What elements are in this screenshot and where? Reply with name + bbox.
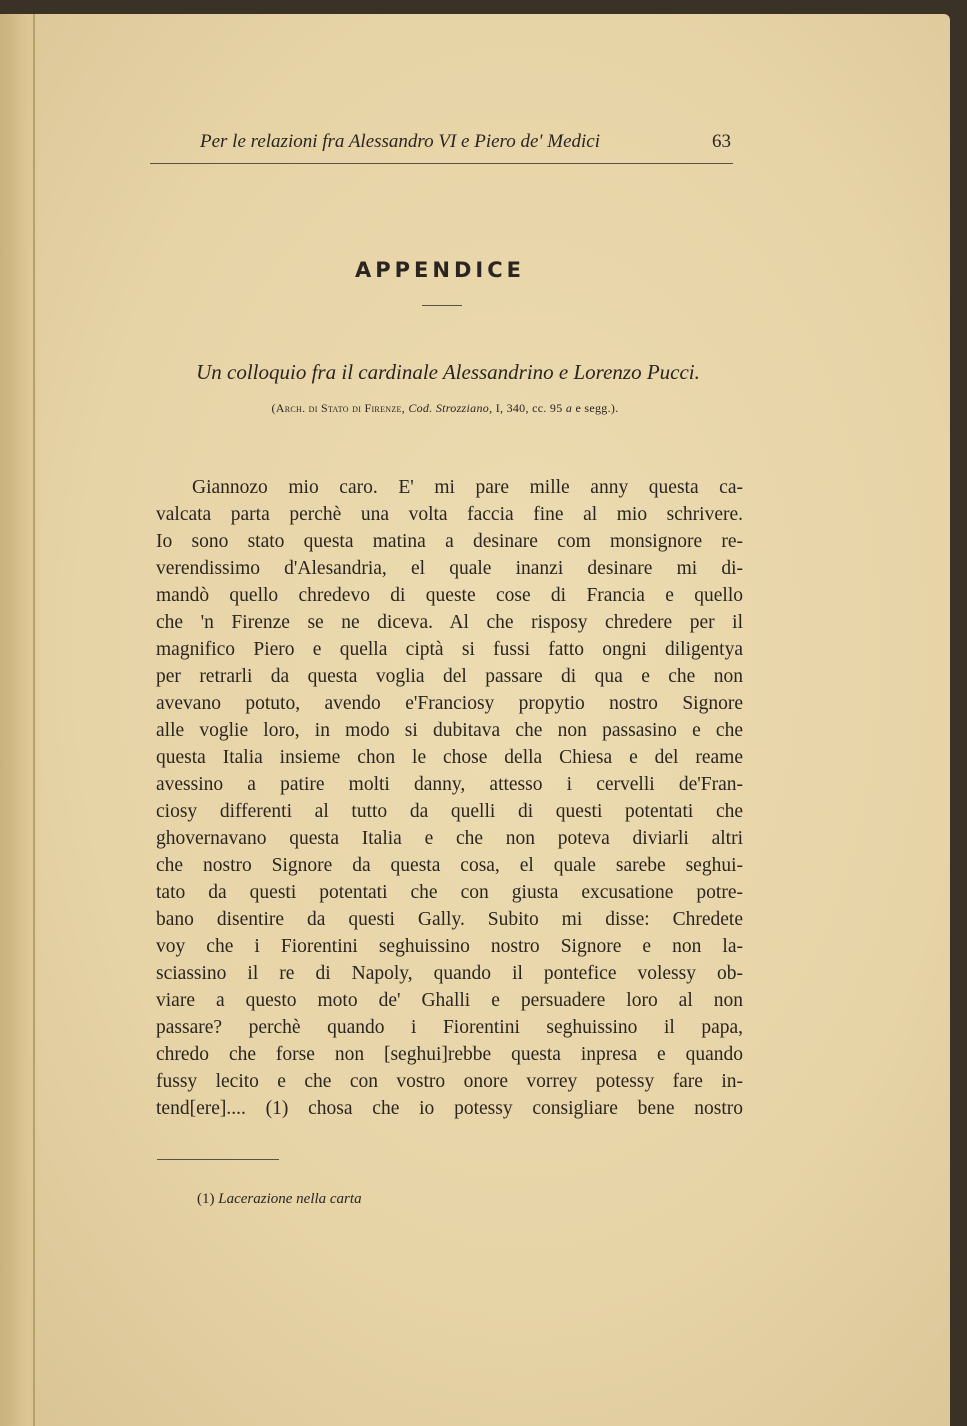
text-line: per retrarli da questa voglia del passare di qua e che non bbox=[156, 666, 743, 687]
document-subtitle: Un colloquio fra il cardinale Alessandrino e Lorenzo Pucci. bbox=[196, 360, 700, 384]
text-line: valcata parta perchè una volta faccia fine al mio schrivere. bbox=[156, 504, 743, 525]
page-number: 63 bbox=[712, 131, 731, 152]
section-title: APPENDICE bbox=[355, 258, 525, 282]
text-line: bano disentire da questi Gally. Subito mi disse: Chredete bbox=[156, 909, 743, 930]
source-folio: a bbox=[565, 401, 573, 415]
footnote-text: Lacerazione nella carta bbox=[218, 1191, 362, 1207]
gutter-fold bbox=[33, 14, 35, 1426]
letter-body bbox=[156, 474, 743, 1122]
text-line: Io sono stato questa matina a desinare com monsignore re- bbox=[156, 531, 743, 552]
footnote-rule bbox=[157, 1159, 279, 1160]
title-rule bbox=[422, 305, 462, 306]
text-line: chredo che forse non [seghui]rebbe questa inpresa e quando bbox=[156, 1044, 743, 1065]
text-line: alle voglie loro, in modo si dubitava che non passasino e che bbox=[156, 720, 743, 741]
footnote-marker: (1) bbox=[197, 1191, 215, 1207]
text-line: viare a questo moto de' Ghalli e persuadere loro al non bbox=[156, 990, 743, 1011]
source-codex: Cod. Strozziano, bbox=[408, 401, 493, 415]
source-suffix: e segg.). bbox=[575, 401, 619, 415]
text-line: che 'n Firenze se ne diceva. Al che risposy chredere per il bbox=[156, 612, 743, 633]
text-line: fussy lecito e che con vostro onore vorrey potessy fare in- bbox=[156, 1071, 743, 1092]
text-line: tato da questi potentati che con giusta excusatione potre- bbox=[156, 882, 743, 903]
text-line: avessino a patire molti danny, attesso i cervelli de'Fran- bbox=[156, 774, 743, 795]
text-line: passare? perchè quando i Fiorentini seghuissino il papa, bbox=[156, 1017, 743, 1038]
text-line: che nostro Signore da questa cosa, el quale sarebe seghui- bbox=[156, 855, 743, 876]
source-ref: I, 340, cc. 95 bbox=[495, 401, 563, 415]
footnote bbox=[197, 1191, 362, 1208]
text-line: sciassino il re di Napoly, quando il pontefice volessy ob- bbox=[156, 963, 743, 984]
source-archive: (Arch. di Stato di Firenze, bbox=[271, 401, 406, 415]
text-line: mandò quello chredevo di queste cose di Francia e quello bbox=[156, 585, 743, 606]
text-line: ciosy differenti al tutto da quelli di questi potentati che bbox=[156, 801, 743, 822]
running-title: Per le relazioni fra Alessandro VI e Piero de' Medici bbox=[200, 131, 600, 152]
text-line: tend[ere].... (1) chosa che io potessy consigliare bene nostro bbox=[156, 1098, 743, 1119]
text-line: magnifico Piero e quella ciptà si fussi fatto ongni diligentya bbox=[156, 639, 743, 660]
text-line: ghovernavano questa Italia e che non poteva diviarli altri bbox=[156, 828, 743, 849]
header-rule bbox=[150, 163, 733, 164]
text-line: avevano potuto, avendo e'Franciosy propytio nostro Signore bbox=[156, 693, 743, 714]
text-line: Giannozo mio caro. E' mi pare mille anny questa ca- bbox=[192, 477, 743, 498]
text-line: voy che i Fiorentini seghuissino nostro Signore e non la- bbox=[156, 936, 743, 957]
source-citation bbox=[175, 401, 715, 416]
text-line: questa Italia insieme chon le chose della Chiesa e del reame bbox=[156, 747, 743, 768]
text-line: verendissimo d'Alesandria, el quale inanzi desinare mi di- bbox=[156, 558, 743, 579]
